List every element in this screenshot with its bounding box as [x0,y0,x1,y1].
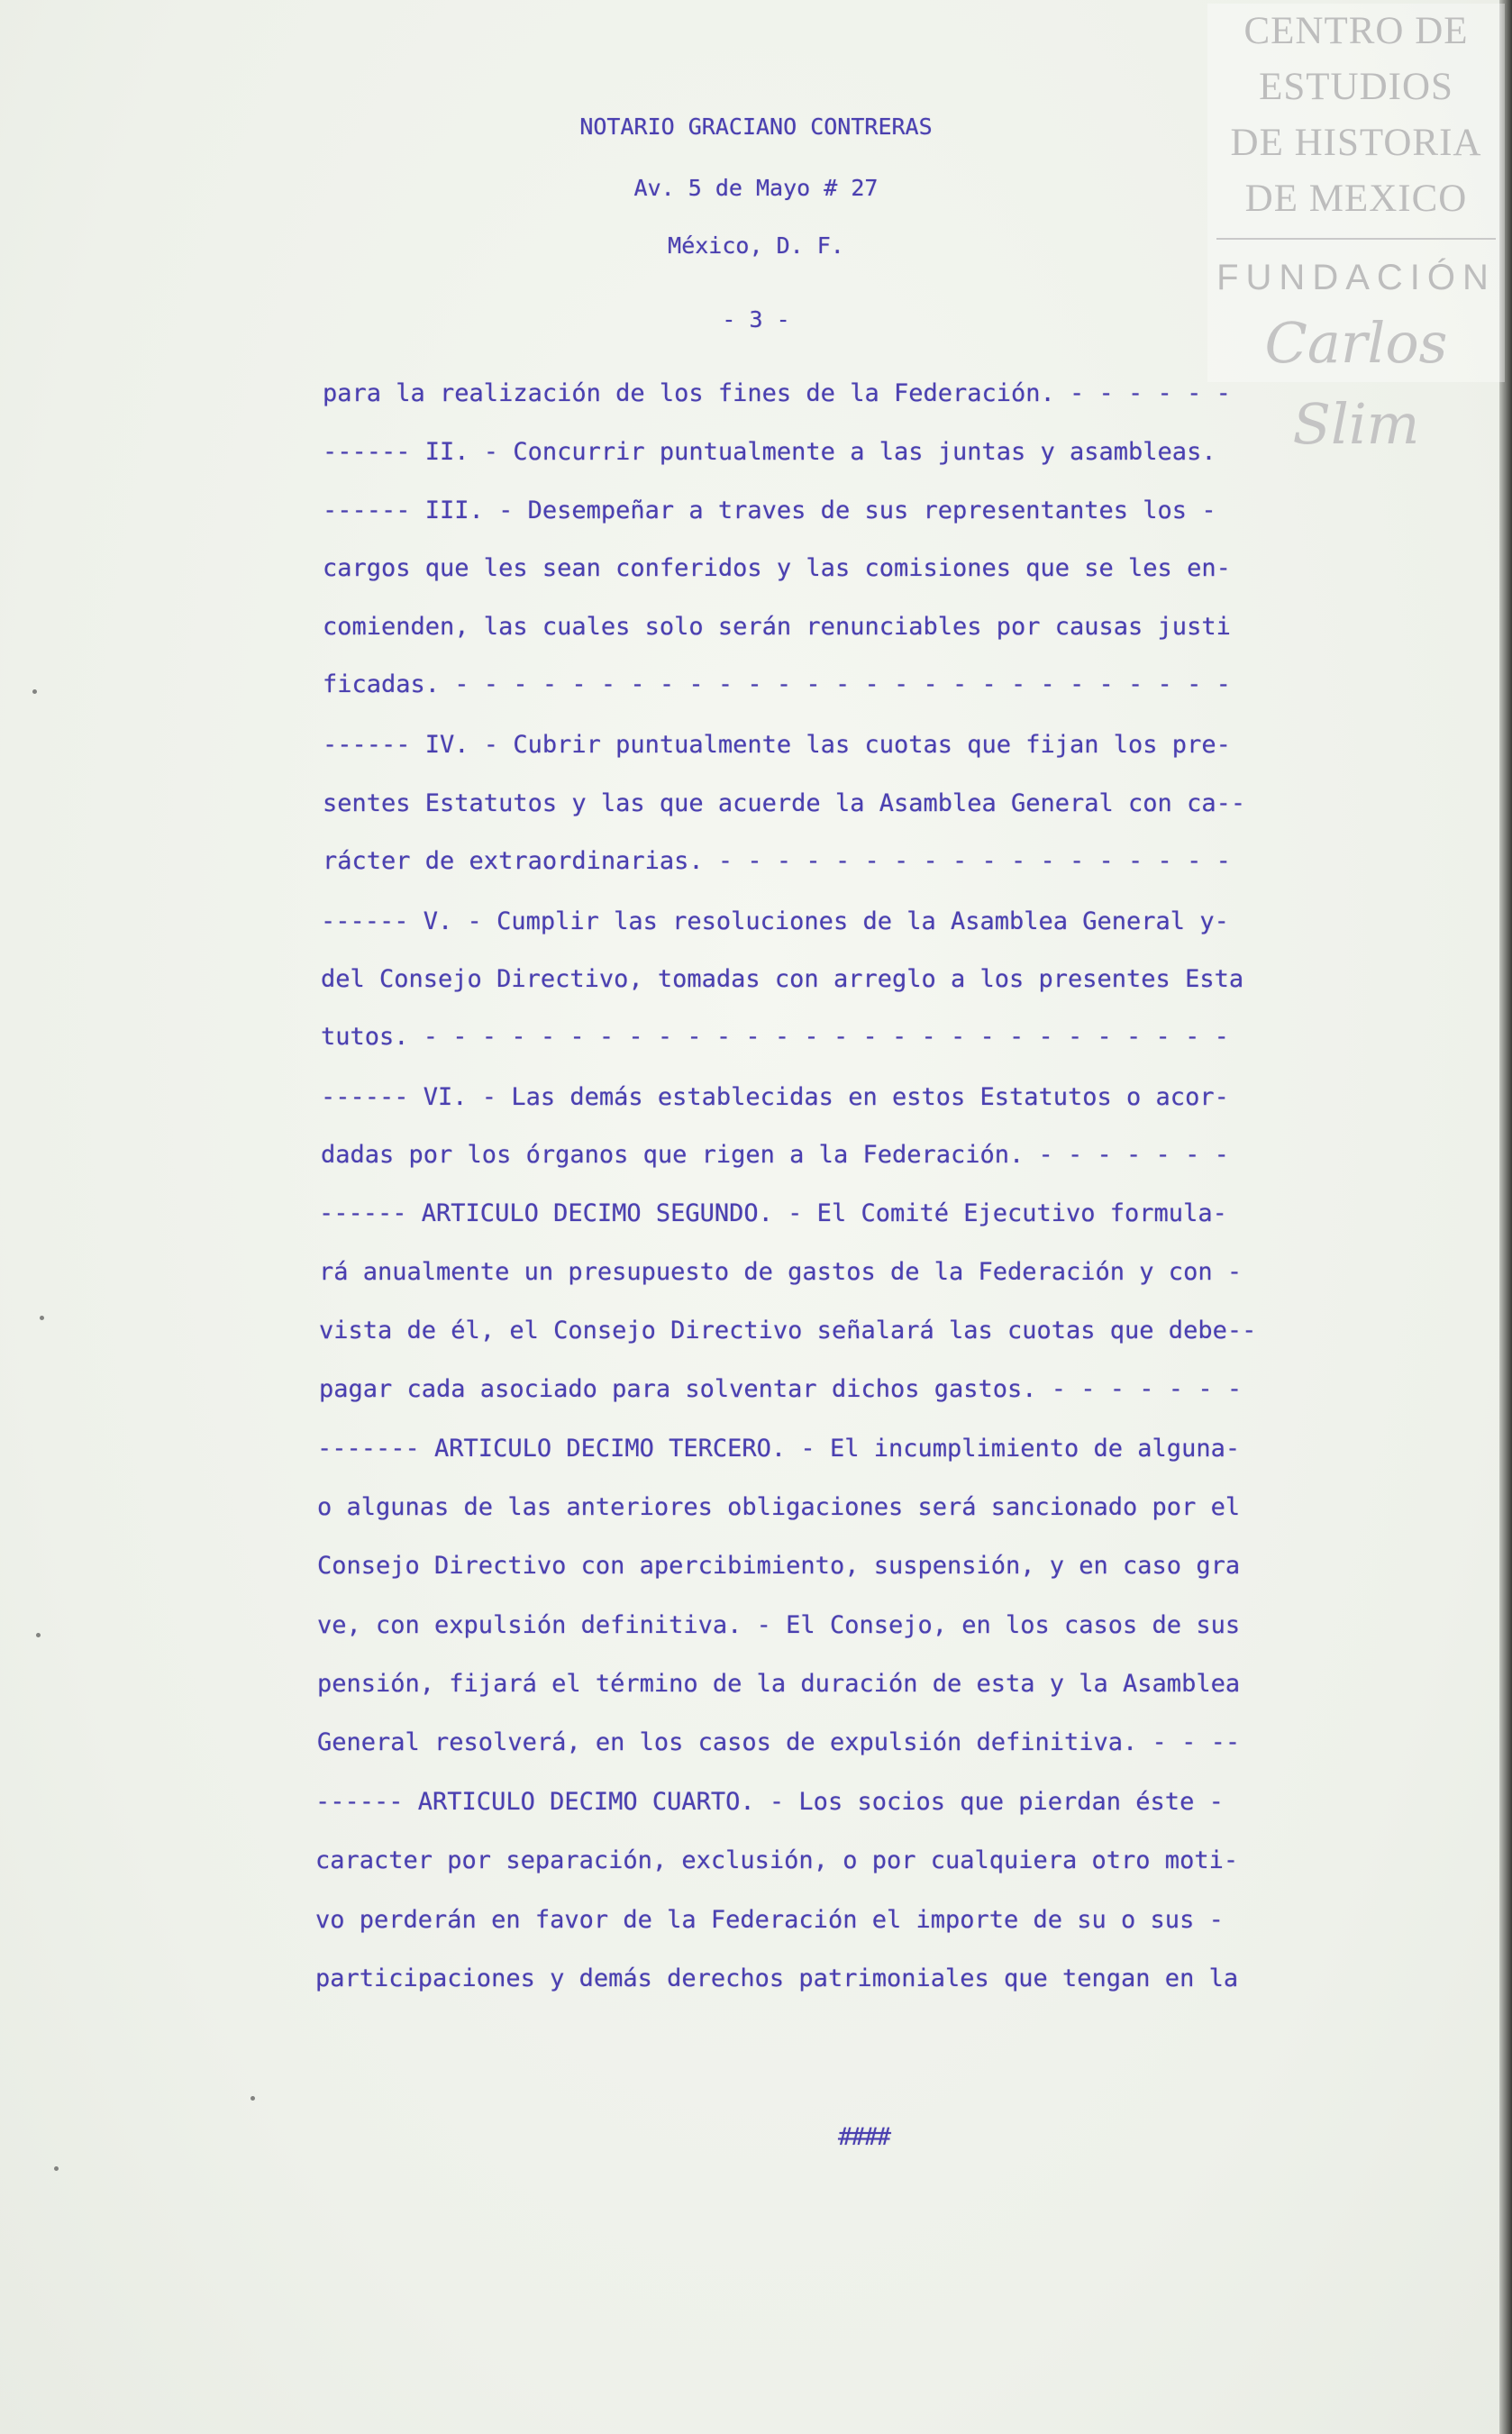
body-line: comienden, las cuales solo serán renunciables por causas justi [323,613,1231,641]
body-line: ------ VI. - Las demás establecidas en estos Estatutos o acor- [321,1083,1229,1111]
paper-speck [40,1316,44,1320]
body-line: para la realización de los fines de la Federación. - - - - - - [323,379,1231,407]
body-line: tutos. - - - - - - - - - - - - - - - - - - - - - - - - - - - - [321,1023,1229,1051]
paper-speck [36,1633,41,1637]
body-line: del Consejo Directivo, tomadas con arreglo a los presentes Esta [321,965,1244,993]
body-line: ve, con expulsión definitiva. - El Consejo, en los casos de sus [317,1611,1241,1639]
body-line: ------ III. - Desempeñar a traves de sus representantes los - [323,497,1216,524]
paper-speck [250,2096,255,2101]
watermark-foundation: FUNDACIÓN [1216,258,1496,297]
body-line: o algunas de las anteriores obligaciones será sancionado por el [317,1493,1241,1521]
watermark-line: CENTRO DE [1243,10,1469,52]
paper-speck [54,2166,59,2171]
body-line: pensión, fijará el término de la duración de esta y la Asamblea [317,1670,1241,1698]
body-line: pagar cada asociado para solventar dichos gastos. - - - - - - - [319,1375,1243,1403]
body-line: sentes Estatutos y las que acuerde la Asamblea General con ca-- [323,789,1246,817]
watermark-signature: Carlos Slim [1264,310,1448,457]
body-line: rácter de extraordinarias. - - - - - - - - - - - - - - - - - - [323,847,1231,875]
body-line: ficadas. - - - - - - - - - - - - - - - - - - - - - - - - - - - [323,670,1231,698]
body-line: dadas por los órganos que rigen a la Federación. - - - - - - - [321,1141,1229,1169]
watermark-line: DE HISTORIA [1230,122,1482,164]
body-line: rá anualmente un presupuesto de gastos de la Federación y con - [319,1258,1243,1286]
body-line: cargos que les sean conferidos y las comisiones que se les en- [323,554,1231,582]
body-line: vista de él, el Consejo Directivo señalará las cuotas que debe-- [319,1317,1257,1345]
body-line: caracter por separación, exclusión, o por cualquiera otro moti- [315,1846,1239,1874]
body-line: ------ V. - Cumplir las resoluciones de la Asamblea General y- [321,907,1229,935]
notary-city: México, D. F. [668,232,844,259]
body-line: Consejo Directivo con apercibimiento, suspensión, y en caso gra [317,1552,1241,1580]
body-line: ------ ARTICULO DECIMO SEGUNDO. - El Comité Ejecutivo formula- [319,1199,1227,1227]
body-line: ------- ARTICULO DECIMO TERCERO. - El incumplimiento de alguna- [317,1435,1241,1463]
body-line: vo perderán en favor de la Federación el importe de su o sus - [315,1906,1224,1934]
notary-name: NOTARIO GRACIANO CONTRERAS [579,114,933,140]
body-line: ------ ARTICULO DECIMO CUARTO. - Los socios que pierdan éste - [315,1788,1224,1816]
page-number: - 3 - [722,306,790,333]
body-line: General resolverá, en los casos de expulsión definitiva. - - -- [317,1728,1241,1756]
body-line: ------ IV. - Cubrir puntualmente las cuotas que fijan los pre- [323,731,1231,759]
closing-mark: #### [838,2123,890,2151]
notary-address: Av. 5 de Mayo # 27 [633,175,879,201]
watermark-line: ESTUDIOS [1259,66,1453,108]
paper-speck [32,689,37,694]
body-line: ------ II. - Concurrir puntualmente a las juntas y asambleas. [323,438,1216,466]
watermark-line: DE MEXICO [1244,178,1468,220]
body-line: participaciones y demás derechos patrimoniales que tengan en la [315,1965,1239,1992]
